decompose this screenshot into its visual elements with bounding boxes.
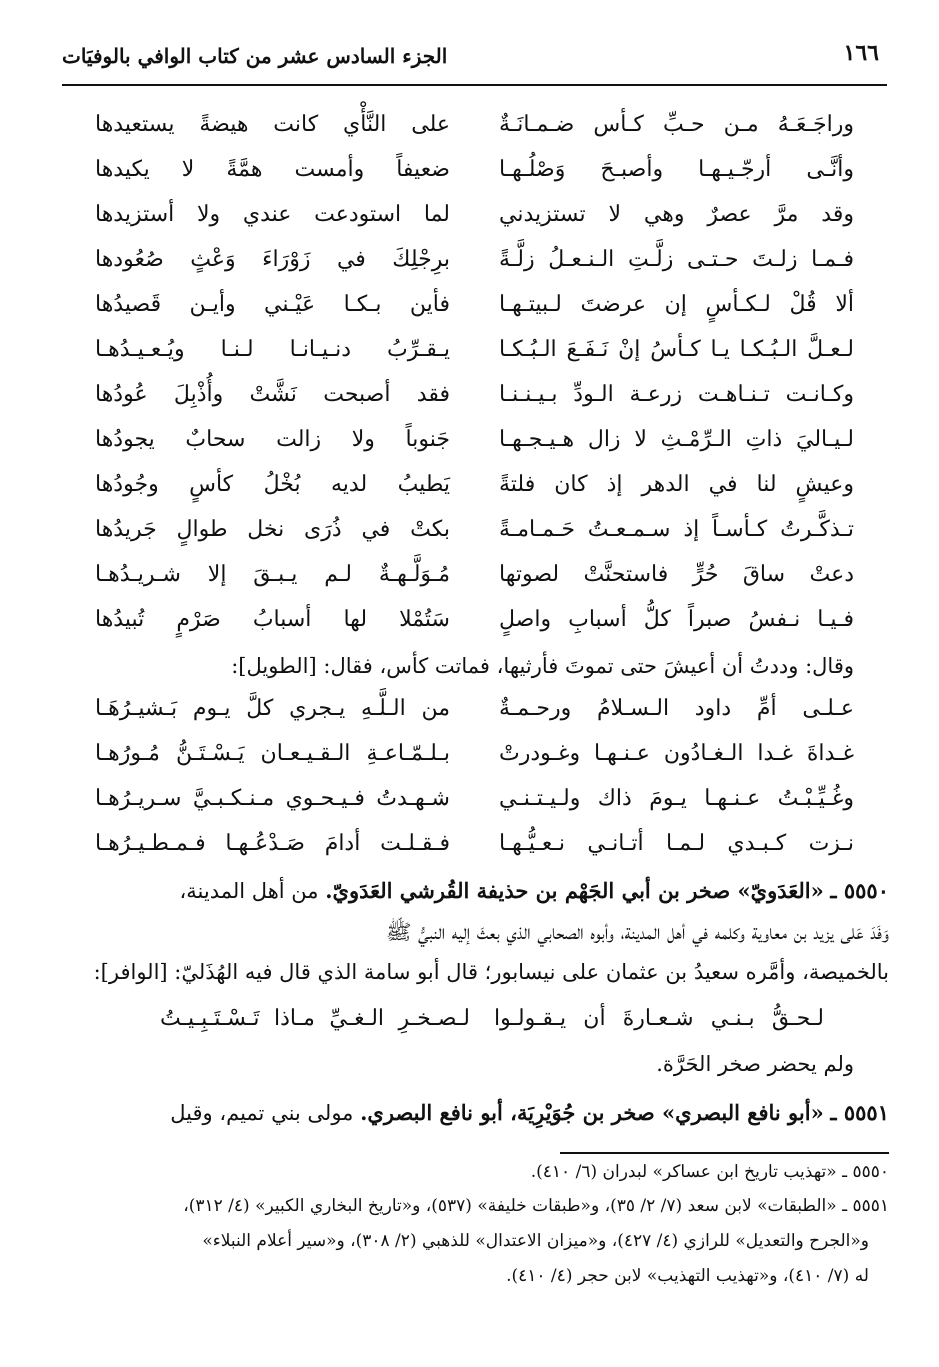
second-hemistich: سَتُمْلا لها أسبابُ صَرْمٍ تُبيدُها xyxy=(95,607,450,632)
entry-text: من أهل المدينة، xyxy=(179,879,319,903)
entry-number: ٥٥٥١ ـ xyxy=(830,1100,889,1125)
first-hemistich: وكـانـت تـنـاهـت زرعـة الـودِّ بـيـنـنـا xyxy=(499,382,854,407)
first-hemistich: غـداةَ غـدا الـغـادُون عـنـهـا وغـودرتْ xyxy=(499,741,854,766)
first-hemistich: عـلـى أمِّ داود الـسـلامُ ورحـمـةٌ xyxy=(499,696,854,721)
page-number: ١٦٦ xyxy=(843,40,879,66)
poem1-verse xyxy=(95,337,854,377)
poem2-verse xyxy=(95,831,854,871)
entry-5550-closing: ولم يحضر صخر الحَرَّة. xyxy=(656,1052,854,1076)
second-hemistich: مُـوَلَّـهـةٌ لـم يـبـقَ إلا شـريـدُهـا xyxy=(95,562,450,587)
first-hemistich: لـيـاليَ ذاتِ الـرِّمْـثِ لا زال هـيـجـهـا xyxy=(499,427,854,452)
first-hemistich: لـحـقُّ بـنـي شـعـارةَ أن يـقـولـوا xyxy=(494,1006,824,1031)
second-hemistich: بكتْ في ذُرَى نخل طوالٍ جَريدُها xyxy=(95,517,450,542)
running-title: الجزء السادس عشر من كتاب الوافي بالوفيَات xyxy=(62,44,448,68)
poem2-verse xyxy=(95,786,854,826)
poem2-intro: وقال: وددتُ أن أعيشَ حتى تموتَ فأرثيها، فماتت كأس، فقال: [الطويل]: xyxy=(231,654,854,678)
first-hemistich: وراجَـعَـهُ مـن حـبِّ كـأس ضـمـانَـةٌ xyxy=(499,112,854,137)
footnote-line: و«الجرح والتعديل» للرازي (٤/ ٤٢٧)، و«ميزان الاعتدال» للذهبي (٢/ ٣٠٨)، و«سير أعلام النبلاء» xyxy=(202,1231,869,1251)
second-hemistich: ضعيفاً وأمست همَّةً لا يكيدها xyxy=(95,157,450,182)
entry-5550-heading-line xyxy=(62,878,889,903)
poem1-verse xyxy=(95,157,854,197)
poem1-verse xyxy=(95,247,854,287)
poem1-verse xyxy=(95,292,854,332)
first-hemistich: نـزت كـبـدي لـمـا أتـانـي نـعـيُّـهـا xyxy=(499,831,854,856)
entry-5550-verse xyxy=(160,1006,824,1046)
entry-number: ٥٥٥٠ ـ xyxy=(830,878,889,903)
entry-5550-line: بالخميصة، وأمَّره سعيدُ بن عثمان على نيسابور؛ قال أبو سامة الذي قال فيه الهُذَليّ: [الوافر]: xyxy=(93,960,889,984)
first-hemistich: وقد مرَّ عصرٌ وهي لا تستزيدني xyxy=(499,202,854,227)
second-hemistich: فقد أصبحت نَشَّتْ وأُذْبِلَ عُودُها xyxy=(95,382,450,407)
poem1-verse xyxy=(95,562,854,602)
first-hemistich: وغُـيِّـبْـتُ عـنـهـا يـومَ ذاك ولـيـتـنـي xyxy=(499,786,854,811)
second-hemistich: برِجْلِكَ في زَوْرَاءَ وَعْثٍ صُعُودها xyxy=(95,247,450,272)
footnote-line: له (٧/ ٤١٠)، و«تهذيب التهذيب» لابن حجر (٤/ ٤١٠). xyxy=(506,1266,869,1286)
second-hemistich: لما استودعت عندي ولا أستزيدها xyxy=(95,202,450,227)
entry-5551-heading-line xyxy=(62,1100,889,1125)
poem1-verse xyxy=(95,427,854,467)
second-hemistich: على النَّأْي كانت هيضةً يستعيدها xyxy=(95,112,450,137)
poem1-verse xyxy=(95,472,854,512)
poem2-verse xyxy=(95,741,854,781)
second-hemistich: لـصـخـرِ الـغـيِّ مـاذا تَـسْـتَـبِـيـتُ xyxy=(160,1006,470,1031)
entry-5550-line: وَفَدَ عَلى يزيد بن معاوية وكلمه في أهل المدينة، وأبوه الصحابي الذي بعثَ إليه النبيُّ ﷺ xyxy=(386,920,889,944)
entry-text: مولى بني تميم، وقيل xyxy=(170,1101,354,1125)
first-hemistich: فـمـا زلـتَ حـتـى زلَّـتِ الـنـعـلُ زلَّـةً xyxy=(499,247,854,272)
second-hemistich: فـقـلـت أدامَ صَـدْعُـهـا فـمـطـيـرُهـا xyxy=(95,831,450,856)
first-hemistich: وأنَّـى أرجّـيـهـا وأصبـحَ وَصْلُـهـا xyxy=(499,157,854,182)
poem1-verse xyxy=(95,517,854,557)
poem1-verse xyxy=(95,607,854,647)
first-hemistich: دعتْ ساقَ حُرٍّ فاستحنَّتْ لصوتها xyxy=(499,562,854,587)
second-hemistich: يَطيبُ لديه بُخْلُ كأسٍ وجُودُها xyxy=(95,472,450,497)
second-hemistich: بـلـمّـاعـةِ الـقـيـعـان يَـسْـتَـنُّ مُـورُهـا xyxy=(95,741,450,766)
first-hemistich: فـيـا نـفسُ صبراً كلُّ أسبابِ واصلٍ xyxy=(499,607,854,632)
footnote-rule xyxy=(560,1152,889,1154)
poem2-verse xyxy=(95,696,854,736)
first-hemistich: ألا قُلْ لـكـأسٍ إن عرضتَ لـبيتـهـا xyxy=(499,292,854,317)
second-hemistich: فأين بـكـا عَيْـني وأيـن قَصيدُها xyxy=(95,292,450,317)
second-hemistich: جَنوباً ولا زالت سحابٌ يجودُها xyxy=(95,427,450,452)
entry-heading: «أبو نافع البصري» صخر بن جُوَيْرِيَة، أبو نافع البصري. xyxy=(360,1100,824,1125)
page-header xyxy=(62,38,889,78)
poem1-verse xyxy=(95,382,854,422)
first-hemistich: تـذكَّـرتُ كـأسـاً إذ سـمـعـتُ حَـمـامـةً xyxy=(499,517,854,542)
footnote-line: ٥٥٥٠ ـ «تهذيب تاريخ ابن عساكر» لبدران (٦/ ٤١٠). xyxy=(530,1162,889,1182)
poem1-verse xyxy=(95,202,854,242)
header-rule xyxy=(62,84,887,86)
first-hemistich: لـعـلَّ الـبُـكـا يـا كـأسُ إنْ نَـفَـعَ الـبُـكـا xyxy=(499,337,854,362)
poem1-verse xyxy=(95,112,854,152)
second-hemistich: يـقـرِّبُ دنـيـانـا لـنـا ويُـعـيـدُهـا xyxy=(95,337,450,362)
second-hemistich: من الـلَّـهِ يـجري كلَّ يـوم بَـشيـرُهَـا xyxy=(95,696,450,721)
footnote-line: ٥٥٥١ ـ «الطبقات» لابن سعد (٧/ ٢/ ٣٥)، و«طبقات خليفة» (٥٣٧)، و«تاريخ البخاري الكبير» (٤/ ٣١٢)، xyxy=(183,1196,889,1216)
first-hemistich: وعيشٍ لنا في الدهر إذ كان فلتةً xyxy=(499,472,854,497)
entry-heading: «العَدَويّ» صخر بن أبي الجَهْم بن حذيفة القُرشي العَدَويّ. xyxy=(325,878,824,903)
second-hemistich: شـهـدتُ فـيـحـوي مـنـكـبـيَّ سـريـرُهـا xyxy=(95,786,450,811)
